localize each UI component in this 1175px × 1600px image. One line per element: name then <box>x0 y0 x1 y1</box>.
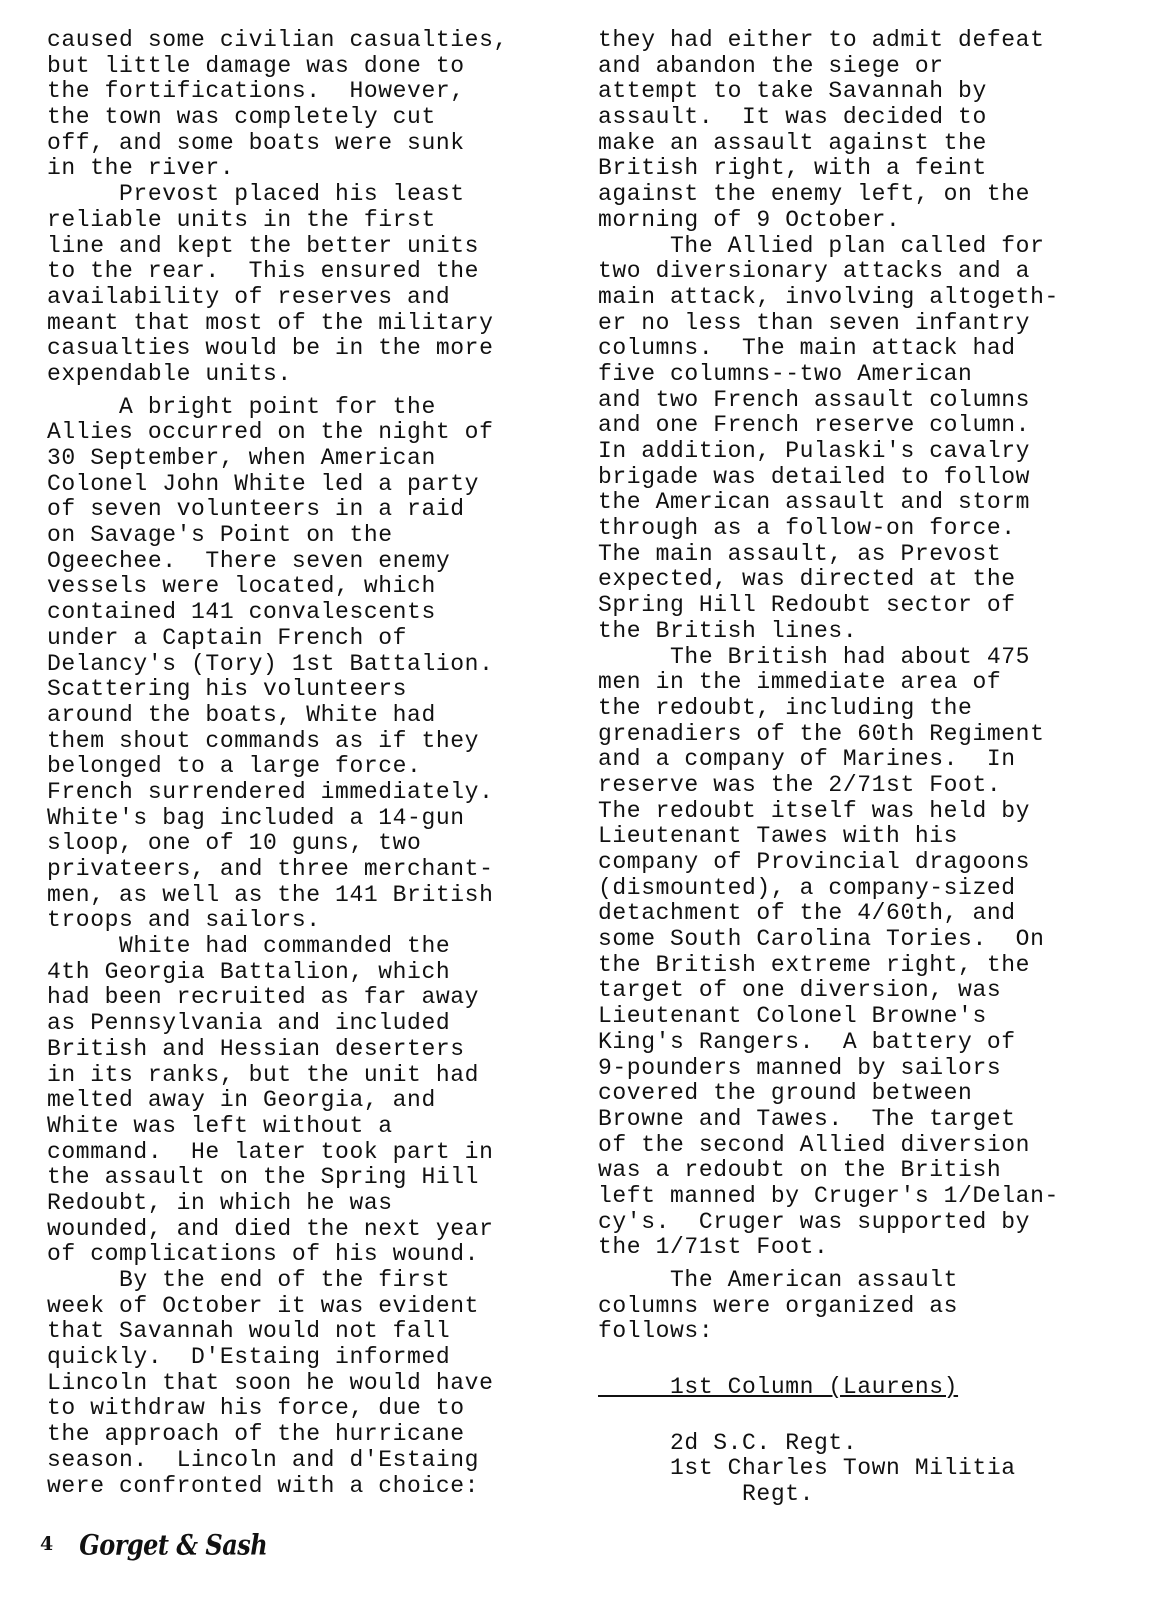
text-line: had been recruited as far away <box>47 984 480 1011</box>
text-line: of seven volunteers in a raid <box>47 496 465 523</box>
right-text-column <box>598 28 1118 1508</box>
text-line: columns were organized as <box>598 1292 959 1319</box>
text-line: The redoubt itself was held by <box>598 797 1031 824</box>
left-text-column <box>47 28 567 1499</box>
text-line: through as a follow-on force. <box>598 515 1016 542</box>
text-line: Browne and Tawes. The target <box>598 1105 1016 1132</box>
text-line: in its ranks, but the unit had <box>47 1061 480 1088</box>
text-line: week of October it was evident <box>47 1292 480 1319</box>
text-line: men in the immediate area of <box>598 669 1002 696</box>
text-line: The British had about 475 <box>598 643 1031 670</box>
text-line: morning of 9 October. <box>598 206 901 233</box>
text-line: In addition, Pulaski's cavalry <box>598 438 1031 464</box>
text-line: Spring Hill Redoubt sector of <box>598 592 1016 619</box>
text-line: vessels were located, which <box>47 573 436 600</box>
text-line: assault. It was decided to <box>598 104 987 131</box>
text-line: of the second Allied diversion <box>598 1131 1031 1158</box>
text-line: but little damage was done to <box>47 52 465 79</box>
text-line: Scattering his volunteers <box>47 676 408 703</box>
text-line: the British lines. <box>598 617 858 644</box>
text-line: target of one diversion, was <box>598 977 1002 1004</box>
text-line: 9-pounders manned by sailors <box>598 1054 1002 1081</box>
text-line: quickly. D'Estaing informed <box>47 1344 451 1371</box>
text-line: in the river. <box>47 155 235 182</box>
text-line: on Savage's Point on the <box>47 522 393 549</box>
text-line: troops and sailors. <box>47 907 321 934</box>
text-line: around the boats, White had <box>47 701 436 728</box>
text-line: were confronted with a choice: <box>47 1472 480 1499</box>
text-line: detachment of the 4/60th, and <box>598 900 1016 927</box>
text-line: and abandon the siege or <box>598 52 944 79</box>
text-line: privateers, and three merchant- <box>47 856 494 882</box>
text-line: Allies occurred on the night of <box>47 419 494 446</box>
text-line: they had either to admit defeat <box>598 27 1045 53</box>
text-line: line and kept the better units <box>47 232 480 259</box>
text-line: some South Carolina Tories. On <box>598 926 1045 953</box>
text-line: British right, with a feint <box>598 155 987 182</box>
text-line: meant that most of the military <box>47 309 494 336</box>
text-line: grenadiers of the 60th Regiment <box>598 720 1045 747</box>
text-line: 1st Charles Town Militia <box>598 1455 1016 1482</box>
text-line: expendable units. <box>47 360 292 387</box>
text-line: White was left without a <box>47 1112 393 1139</box>
text-line: them shout commands as if they <box>47 727 480 754</box>
text-line: left manned by Cruger's 1/Delan- <box>598 1182 1059 1209</box>
text-line: company of Provincial dragoons <box>598 849 1031 875</box>
text-line: attempt to take Savannah by <box>598 78 987 105</box>
text-line: 2d S.C. Regt. <box>598 1429 858 1456</box>
text-line: season. Lincoln and d'Estaing <box>47 1446 480 1473</box>
publication-masthead: Gorget & Sash <box>79 1527 268 1561</box>
text-line: reliable units in the first <box>47 206 436 233</box>
text-line: The Allied plan called for <box>598 232 1045 259</box>
text-line: King's Rangers. A battery of <box>598 1028 1016 1055</box>
text-line: reserve was the 2/71st Foot. <box>598 771 1002 798</box>
text-line: brigade was detailed to follow <box>598 463 1031 490</box>
text-line: main attack, involving altogeth- <box>598 283 1059 310</box>
text-line: expected, was directed at the <box>598 566 1016 593</box>
text-line: casualties would be in the more <box>47 335 494 362</box>
text-line: that Savannah would not fall <box>47 1318 451 1345</box>
text-line: Regt. <box>598 1481 815 1508</box>
text-line: was a redoubt on the British <box>598 1157 1002 1184</box>
text-line: to withdraw his force, due to <box>47 1395 465 1422</box>
text-line: By the end of the first <box>47 1267 451 1293</box>
text-line: (dismounted), a company-sized <box>598 874 1016 901</box>
text-line: under a Captain French of <box>47 624 408 651</box>
text-line: Lieutenant Tawes with his <box>598 823 959 850</box>
text-line: The main assault, as Prevost <box>598 540 1002 567</box>
text-line: and two French assault columns <box>598 386 1031 413</box>
text-line: the American assault and storm <box>598 489 1031 516</box>
text-line: Prevost placed his least <box>47 181 465 208</box>
text-line: columns. The main attack had <box>598 335 1016 362</box>
text-line: the approach of the hurricane <box>47 1421 465 1448</box>
text-line: against the enemy left, on the <box>598 181 1031 208</box>
text-line: two diversionary attacks and a <box>598 258 1031 285</box>
text-line: wounded, and died the next year <box>47 1215 494 1242</box>
text-line: men, as well as the 141 British <box>47 881 494 908</box>
text-line: off, and some boats were sunk <box>47 129 465 156</box>
text-line: belonged to a large force. <box>47 753 422 780</box>
column-heading: 1st Column (Laurens) <box>598 1374 959 1401</box>
text-line: to the rear. This ensured the <box>47 258 480 285</box>
text-line: A bright point for the <box>47 393 436 420</box>
text-line: and a company of Marines. In <box>598 746 1016 773</box>
text-line: Ogeechee. There seven enemy <box>47 547 451 574</box>
text-line: the town was completely cut <box>47 104 436 131</box>
text-line: Colonel John White led a party <box>47 470 480 497</box>
text-line: caused some civilian casualties, <box>47 27 508 53</box>
text-line: the assault on the Spring Hill <box>47 1164 480 1191</box>
text-line: 30 September, when American <box>47 445 436 471</box>
text-line: covered the ground between <box>598 1080 973 1107</box>
text-line: five columns--two American <box>598 360 973 387</box>
text-line: the 1/71st Foot. <box>598 1234 829 1261</box>
text-line: make an assault against the <box>598 129 987 156</box>
text-line: Redoubt, in which he was <box>47 1189 393 1216</box>
text-line: White had commanded the <box>47 933 451 960</box>
text-line: follows: <box>598 1318 714 1345</box>
text-line: the redoubt, including the <box>598 694 973 721</box>
text-line: as Pennsylvania and included <box>47 1010 451 1037</box>
text-line: cy's. Cruger was supported by <box>598 1208 1031 1235</box>
text-line: 4th Georgia Battalion, which <box>47 958 451 985</box>
text-line: The American assault <box>598 1267 959 1293</box>
page-footer <box>40 1524 267 1564</box>
text-line: of complications of his wound. <box>47 1241 480 1268</box>
text-line: melted away in Georgia, and <box>47 1087 436 1114</box>
text-line: Delancy's (Tory) 1st Battalion. <box>47 650 494 677</box>
text-line: sloop, one of 10 guns, two <box>47 830 422 857</box>
text-line: and one French reserve column. <box>598 412 1031 439</box>
text-line: er no less than seven infantry <box>598 309 1031 336</box>
text-line: French surrendered immediately. <box>47 778 494 805</box>
text-line: the British extreme right, the <box>598 951 1031 978</box>
text-line: the fortifications. However, <box>47 78 465 105</box>
text-line: White's bag included a 14-gun <box>47 804 465 831</box>
text-line: contained 141 convalescents <box>47 599 436 626</box>
text-line: command. He later took part in <box>47 1138 494 1165</box>
text-line: British and Hessian deserters <box>47 1035 465 1062</box>
text-line: Lincoln that soon he would have <box>47 1369 494 1396</box>
text-line: Lieutenant Colonel Browne's <box>598 1003 987 1030</box>
text-line: availability of reserves and <box>47 283 451 310</box>
page-number: 4 <box>40 1533 54 1555</box>
